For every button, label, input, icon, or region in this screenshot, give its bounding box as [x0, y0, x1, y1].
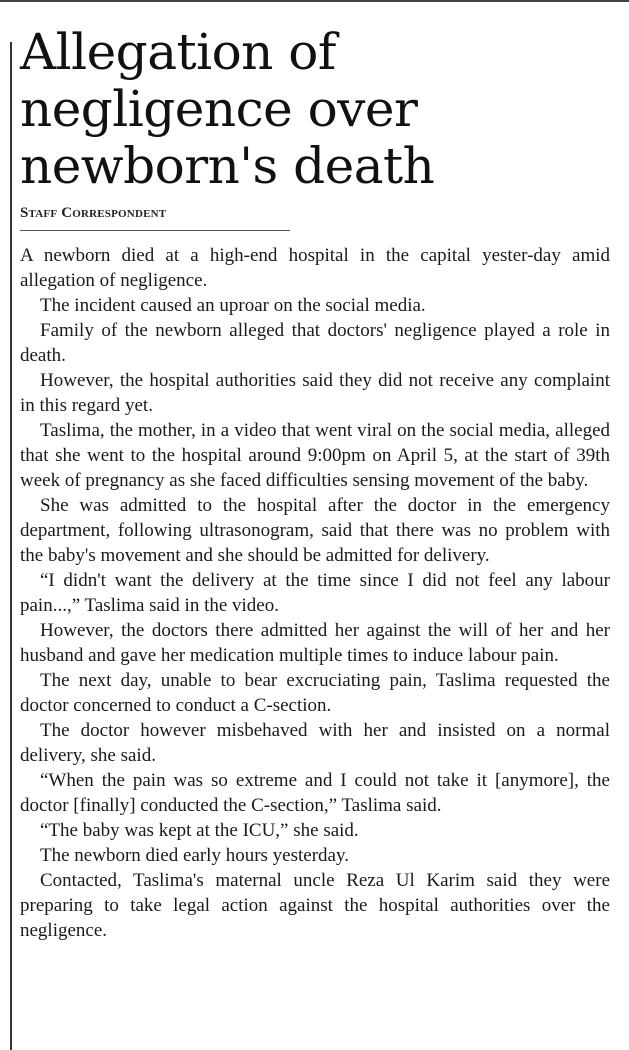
article-paragraph: She was admitted to the hospital after the doctor in the emergency department, following ultrasonogram, said that there was no problem with the baby's movement and she should be admitted for delivery.: [20, 495, 610, 566]
column-rule: [10, 42, 12, 1050]
article-body: [20, 243, 610, 943]
article-paragraph: Family of the newborn alleged that doctors' negligence played a role in death.: [20, 320, 610, 366]
top-border-rule: [0, 0, 629, 2]
article-paragraph: A newborn died at a high-end hospital in the capital yester-day amid allegation of negligence.: [20, 245, 610, 291]
article-paragraph: “I didn't want the delivery at the time since I did not feel any labour pain...,” Taslima said in the video.: [20, 570, 610, 616]
article-paragraph: However, the doctors there admitted her against the will of her and her husband and gave her medication multiple times to induce labour pain.: [20, 620, 610, 666]
article-paragraph: However, the hospital authorities said they did not receive any complaint in this regard yet.: [20, 370, 610, 416]
article-paragraph: The next day, unable to bear excruciating pain, Taslima requested the doctor concerned to conduct a C-section.: [20, 670, 610, 716]
article-paragraph: The incident caused an uproar on the social media.: [40, 295, 426, 316]
article-paragraph: Contacted, Taslima's maternal uncle Reza Ul Karim said they were preparing to take legal action against the hospital authorities over the negligence.: [20, 870, 610, 941]
article-paragraph: “The baby was kept at the ICU,” she said.: [40, 820, 359, 841]
article-paragraph: The doctor however misbehaved with her and insisted on a normal delivery, she said.: [20, 720, 610, 766]
news-article: [20, 24, 610, 943]
article-paragraph: The newborn died early hours yesterday.: [40, 845, 349, 866]
article-byline: Staff Correspondent: [20, 205, 167, 221]
article-paragraph: “When the pain was so extreme and I could not take it [anymore], the doctor [finally] conducted the C-section,” Taslima said.: [20, 770, 610, 816]
article-headline: Allegation of negligence over newborn's death: [20, 23, 435, 195]
article-paragraph: Taslima, the mother, in a video that went viral on the social media, alleged that she went to the hospital around 9:00pm on April 5, at the start of 39th week of pregnancy as she faced difficulties sensing movement of the baby.: [20, 420, 610, 491]
byline-divider: [20, 230, 290, 231]
